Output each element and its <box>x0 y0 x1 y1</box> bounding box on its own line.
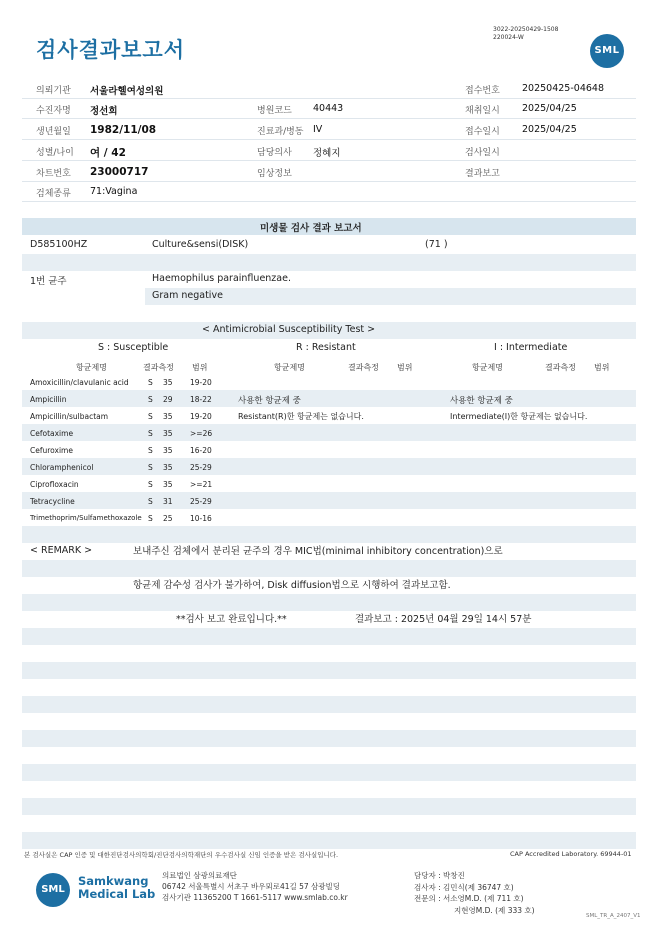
label-patient-name: 수진자명 <box>36 106 71 116</box>
label-clinical-info: 임상정보 <box>257 169 292 179</box>
organism-name: Haemophilus parainfluenzae. <box>152 273 291 284</box>
footer-sml-logo: SML <box>36 873 70 907</box>
drug-range: 10-16 <box>190 514 212 523</box>
ast-band <box>22 424 636 441</box>
ast-title: < Antimicrobial Susceptibility Test > <box>202 324 376 335</box>
drug-name: Tetracycline <box>30 497 75 506</box>
intermediate-legend: I : Intermediate <box>494 342 568 353</box>
label-result-report: 결과보고 <box>465 169 500 179</box>
drug-zone: 35 <box>163 463 173 472</box>
staff-manager: 담당자 : 박창진 <box>414 871 465 880</box>
spacer <box>22 305 636 322</box>
report-title: 검사결과보고서 <box>36 38 186 62</box>
intermediate-note-line2: Intermediate(I)한 항균제는 없습니다. <box>450 412 588 421</box>
label-sex-age: 성별/나이 <box>36 148 74 158</box>
micro-section-title: 미생물 검사 결과 보고서 <box>260 223 362 234</box>
value-birth-date: 1982/11/08 <box>90 124 157 136</box>
s-col-result: 결과측정 <box>143 363 174 372</box>
drug-range: 18-22 <box>190 395 212 404</box>
label-chart-number: 차트번호 <box>36 169 71 179</box>
label-test-date: 검사일시 <box>465 148 500 158</box>
drug-name: Ampicillin/sulbactam <box>30 412 109 421</box>
value-collection-date: 2025/04/25 <box>522 103 577 114</box>
value-specimen-type: 71:Vagina <box>90 186 138 197</box>
drug-range: 19-20 <box>190 412 212 421</box>
remark-line1: 보내주신 검체에서 분리된 균주의 경우 MIC법(minimal inhibitory concentration)으로 <box>133 546 503 557</box>
drug-range: >=21 <box>190 480 213 489</box>
empty-band <box>22 696 636 713</box>
drug-zone: 35 <box>163 480 173 489</box>
susceptible-legend: S : Susceptible <box>98 342 169 353</box>
intermediate-note-line1: 사용한 항균제 중 <box>450 396 513 406</box>
test-code: D585100HZ <box>30 239 88 250</box>
label-doctor: 담당의사 <box>257 148 292 158</box>
organization-info <box>162 870 348 903</box>
drug-result: S <box>148 463 153 472</box>
org-address: 06742 서울특별시 서초구 바우뫼로41길 57 삼광빌딩 <box>162 882 341 891</box>
sml-logo: SML <box>590 34 624 68</box>
label-department: 진료과/병동 <box>257 127 304 137</box>
drug-range: 16-20 <box>190 446 212 455</box>
empty-band <box>22 730 636 747</box>
label-collection-date: 채취일시 <box>465 106 500 116</box>
staff-specialist2: 지현영M.D. (제 333 호) <box>454 905 535 915</box>
org-contact: 검사기관 11365200 T 1661-5117 www.smlab.co.kr <box>162 893 348 902</box>
certification-note: 본 검사실은 CAP 인증 및 대한진단검사의학회/진단검사의학재단의 우수검사실 신임 인증을 받은 검사실입니다. <box>24 851 339 859</box>
value-hospital-code: 40443 <box>313 103 344 114</box>
value-receipt-number: 20250425-04648 <box>522 83 605 94</box>
value-doctor: 정혜지 <box>313 148 341 159</box>
label-birth-date: 생년월일 <box>36 127 71 137</box>
drug-name: Cefuroxime <box>30 446 73 455</box>
staff-info <box>414 870 535 916</box>
i-col-drug: 항균제명 <box>472 363 503 372</box>
band-row <box>22 560 636 577</box>
brand-line1: Samkwang <box>78 874 149 888</box>
drug-name: Ampicillin <box>30 395 67 404</box>
value-patient-name: 정선희 <box>90 106 118 117</box>
drug-range: 19-20 <box>190 378 212 387</box>
drug-result: S <box>148 395 153 404</box>
test-name: Culture&sensi(DISK) <box>152 239 249 250</box>
r-col-drug: 항균제명 <box>274 363 305 372</box>
r-col-range: 범위 <box>397 363 413 372</box>
band-row <box>22 254 636 271</box>
ast-band <box>22 458 636 475</box>
s-col-drug: 항균제명 <box>76 363 107 372</box>
info-row-4 <box>22 141 636 161</box>
drug-result: S <box>148 480 153 489</box>
test-number: (71 ) <box>425 239 448 250</box>
drug-zone: 35 <box>163 378 173 387</box>
empty-band <box>22 832 636 849</box>
label-specimen-type: 검체종류 <box>36 189 71 199</box>
value-receipt-date: 2025/04/25 <box>522 124 577 135</box>
remark-label: < REMARK > <box>30 545 93 556</box>
drug-name: Cefotaxime <box>30 429 74 438</box>
label-receipt-number: 접수번호 <box>465 86 500 96</box>
drug-range: 25-29 <box>190 463 212 472</box>
resistant-note-line1: 사용한 항균제 중 <box>238 396 301 406</box>
ast-band <box>22 526 636 543</box>
drug-zone: 31 <box>163 497 173 506</box>
drug-zone: 25 <box>163 514 173 523</box>
document-number <box>493 26 558 41</box>
i-col-result: 결과측정 <box>545 363 576 372</box>
value-chart-number: 23000717 <box>90 166 149 178</box>
resistant-legend: R : Resistant <box>296 342 356 353</box>
empty-band <box>22 798 636 815</box>
label-requesting-institution: 의뢰기관 <box>36 86 71 96</box>
staff-specialist1: 전문의 : 서소영M.D. (제 711 호) <box>414 894 524 903</box>
ast-band <box>22 390 636 407</box>
info-row-3 <box>22 120 636 140</box>
report-time: 결과보고 : 2025년 04월 29일 14시 57분 <box>355 614 532 625</box>
drug-result: S <box>148 429 153 438</box>
cap-accreditation: CAP Accredited Laboratory. 69944-01 <box>510 850 632 858</box>
value-requesting-institution: 서울라헬여성의원 <box>90 86 164 97</box>
s-col-range: 범위 <box>192 363 208 372</box>
gram-stain: Gram negative <box>152 290 223 301</box>
drug-range: 25-29 <box>190 497 212 506</box>
band-row <box>22 594 636 611</box>
info-row-5 <box>22 162 636 182</box>
i-col-range: 범위 <box>594 363 610 372</box>
remark-line2: 항균제 감수성 검사가 불가하여, Disk diffusion법으로 시행하여 결과보고함. <box>133 580 451 591</box>
document-number-line2: 220024-W <box>493 33 524 41</box>
value-sex-age: 여 / 42 <box>90 147 126 159</box>
micro-section-header <box>22 218 636 235</box>
brand-name <box>78 875 155 901</box>
empty-band <box>22 628 636 645</box>
drug-zone: 35 <box>163 412 173 421</box>
drug-result: S <box>148 412 153 421</box>
drug-zone: 35 <box>163 446 173 455</box>
info-row-6 <box>22 182 636 202</box>
drug-name: Chloramphenicol <box>30 463 94 472</box>
resistant-note-line2: Resistant(R)한 항균제는 없습니다. <box>238 412 364 421</box>
drug-name: Amoxicillin/clavulanic acid <box>30 378 129 387</box>
ast-band <box>22 492 636 509</box>
value-department: IV <box>313 124 323 135</box>
drug-zone: 35 <box>163 429 173 438</box>
ast-title-band <box>22 322 636 339</box>
drug-result: S <box>148 446 153 455</box>
label-receipt-date: 접수일시 <box>465 127 500 137</box>
drug-name: Ciprofloxacin <box>30 480 79 489</box>
drug-result: S <box>148 378 153 387</box>
label-hospital-code: 병원코드 <box>257 106 292 116</box>
drug-name: Trimethoprim/Sulfamethoxazole <box>30 514 142 522</box>
form-code: SML_TR_A_2407_V1 <box>586 913 641 919</box>
drug-zone: 29 <box>163 395 173 404</box>
drug-result: S <box>148 514 153 523</box>
info-row-2 <box>22 99 636 119</box>
empty-band <box>22 662 636 679</box>
info-row-1 <box>22 79 636 99</box>
organism-label: 1번 균주 <box>30 276 67 287</box>
drug-result: S <box>148 497 153 506</box>
r-col-result: 결과측정 <box>348 363 379 372</box>
empty-band <box>22 764 636 781</box>
brand-line2: Medical Lab <box>78 887 156 901</box>
drug-range: >=26 <box>190 429 213 438</box>
staff-tester: 검사자 : 김민식(제 36747 호) <box>414 882 514 892</box>
report-complete: **검사 보고 완료입니다.** <box>176 614 287 625</box>
org-name: 의료법인 삼광의료재단 <box>162 871 237 880</box>
document-number-line1: 3022-20250429-1508 <box>493 26 559 33</box>
